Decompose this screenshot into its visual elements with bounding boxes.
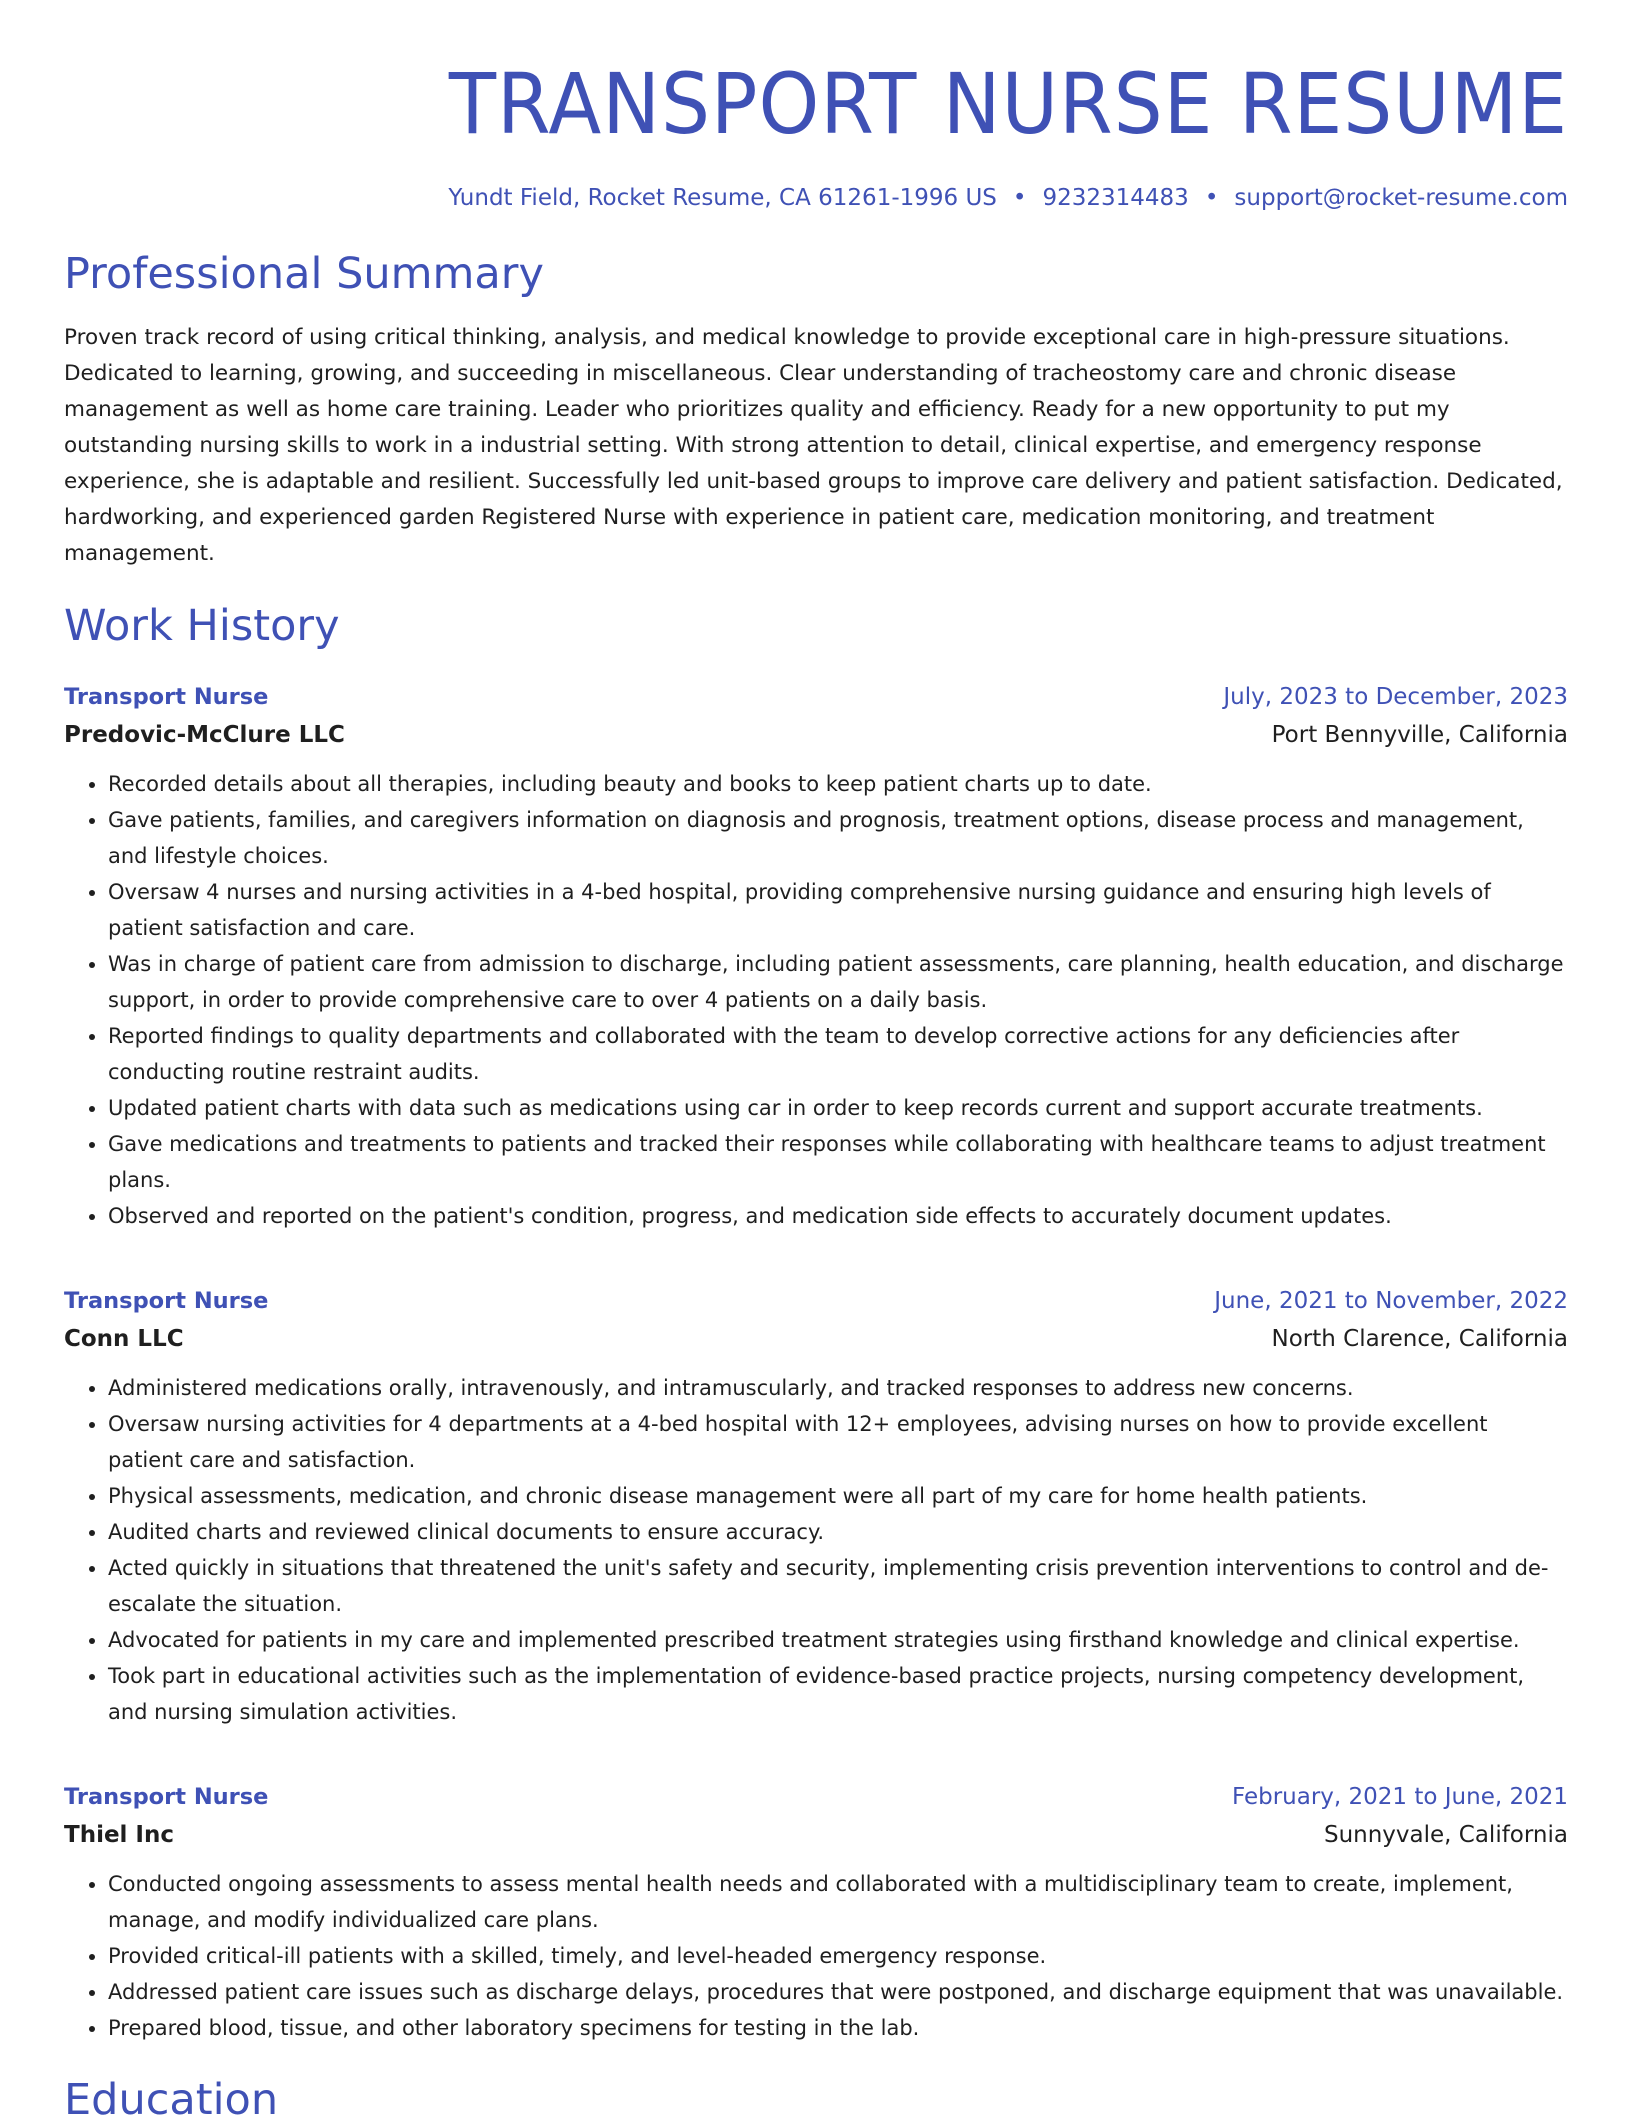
job-bullet: • Administered medications orally, intravenously, and intramuscularly, and tracked responses to address new concerns. <box>108 1370 1568 1406</box>
job-title-row <box>64 1282 1568 1320</box>
job-bullet: • Conducted ongoing assessments to assess mental health needs and collaborated with a multidisciplinary team to create, implement, manage, and modify individualized care plans. <box>108 1866 1568 1938</box>
job-bullets <box>64 766 1568 1234</box>
contact-email: support@rocket-resume.com <box>1234 185 1568 211</box>
summary-section <box>64 246 1568 572</box>
job-bullet: • Took part in educational activities such as the implementation of evidence-based practice projects, nursing competency development, and nursing simulation activities. <box>108 1658 1568 1730</box>
job-bullet: • Oversaw nursing activities for 4 departments at a 4-bed hospital with 12+ employees, advising nurses on how to provide excellent patient care and satisfaction. <box>108 1406 1568 1478</box>
job-location: North Clarence, California <box>1271 1326 1568 1352</box>
contact-separator: • <box>1012 185 1027 211</box>
job-dates: July, 2023 to December, 2023 <box>1223 684 1568 710</box>
resume-header <box>64 0 1568 216</box>
job-bullet: • Advocated for patients in my care and implemented prescribed treatment strategies using firsthand knowledge and clinical expertise. <box>108 1622 1568 1658</box>
job-bullet: • Reported findings to quality departments and collaborated with the team to develop corrective actions for any deficiencies after conducting routine restraint audits. <box>108 1018 1568 1090</box>
job-bullet: • Prepared blood, tissue, and other laboratory specimens for testing in the lab. <box>108 2010 1568 2046</box>
job-company-row <box>64 1320 1568 1358</box>
job-bullet: • Gave patients, families, and caregivers information on diagnosis and prognosis, treatment options, disease process and management, and lifestyle choices. <box>108 802 1568 874</box>
job-bullet: • Addressed patient care issues such as discharge delays, procedures that were postponed, and discharge equipment that was unavailable. <box>108 1974 1568 2010</box>
work-history-heading: Work History <box>64 601 340 651</box>
education-section <box>64 2072 1568 2128</box>
job-location: Sunnyvale, California <box>1323 1822 1568 1848</box>
contact-line <box>64 180 1568 216</box>
job-bullet: • Was in charge of patient care from admission to discharge, including patient assessments, care planning, health education, and discharge support, in order to provide comprehensive care to over 4 patients on a daily basis. <box>108 946 1568 1018</box>
job-bullet: • Oversaw 4 nurses and nursing activities in a 4-bed hospital, providing comprehensive nursing guidance and ensuring high levels of patient satisfaction and care. <box>108 874 1568 946</box>
job-title: Transport Nurse <box>64 1288 269 1314</box>
job-bullet: • Updated patient charts with data such as medications using car in order to keep records current and support accurate treatments. <box>108 1090 1568 1126</box>
summary-text: Proven track record of using critical thinking, analysis, and medical knowledge to provide exceptional care in high-pressure situations. Dedicated to learning, growing, and succeeding in miscellaneous. Clear understanding of tracheostomy care and chronic disease management as well as home care training. Leader who prioritizes quality and efficiency. Ready for a new opportunity to put my outstanding nursing skills to work in a industrial setting. With strong attention to detail, clinical expertise, and emergency response experience, she is adaptable and resilient. Successfully led unit-based groups to improve care delivery and patient satisfaction. Dedicated, hardworking, and experienced garden Registered Nurse with experience in patient care, medication monitoring, and treatment management. <box>64 325 1563 566</box>
job-title: Transport Nurse <box>64 1784 269 1810</box>
job-bullet: • Recorded details about all therapies, including beauty and books to keep patient charts up to date. <box>108 766 1568 802</box>
contact-phone: 9232314483 <box>1042 185 1189 211</box>
job-company: Thiel Inc <box>64 1822 175 1848</box>
work-history-section <box>64 598 1568 2046</box>
summary-heading: Professional Summary <box>64 249 544 299</box>
education-heading: Education <box>64 2075 279 2125</box>
job-dates: June, 2021 to November, 2022 <box>1214 1288 1568 1314</box>
job-bullet: • Physical assessments, medication, and chronic disease management were all part of my care for home health patients. <box>108 1478 1568 1514</box>
job-company-row <box>64 716 1568 754</box>
job-title-row <box>64 1778 1568 1816</box>
job-bullet: • Observed and reported on the patient's condition, progress, and medication side effects to accurately document updates. <box>108 1198 1568 1234</box>
contact-address: Yundt Field, Rocket Resume, CA 61261-1996 US <box>448 185 997 211</box>
job-title: Transport Nurse <box>64 684 269 710</box>
job-company: Conn LLC <box>64 1326 184 1352</box>
job-bullets <box>64 1866 1568 2046</box>
job-title-row <box>64 678 1568 716</box>
job-entry <box>64 1282 1568 1730</box>
job-bullets <box>64 1370 1568 1730</box>
job-entry <box>64 1778 1568 2046</box>
job-entry <box>64 678 1568 1234</box>
job-location: Port Bennyville, California <box>1271 722 1568 748</box>
job-company: Predovic-McClure LLC <box>64 722 345 748</box>
resume-title: TRANSPORT NURSE RESUME <box>448 55 1568 153</box>
job-bullet: • Audited charts and reviewed clinical documents to ensure accuracy. <box>108 1514 1568 1550</box>
job-company-row <box>64 1816 1568 1854</box>
job-bullet: • Gave medications and treatments to patients and tracked their responses while collaborating with healthcare teams to adjust treatment plans. <box>108 1126 1568 1198</box>
contact-separator: • <box>1204 185 1219 211</box>
job-dates: February, 2021 to June, 2021 <box>1231 1784 1568 1810</box>
job-bullet: • Acted quickly in situations that threatened the unit's safety and security, implementing crisis prevention interventions to control and de-escalate the situation. <box>108 1550 1568 1622</box>
job-bullet: • Provided critical-ill patients with a skilled, timely, and level-headed emergency response. <box>108 1938 1568 1974</box>
